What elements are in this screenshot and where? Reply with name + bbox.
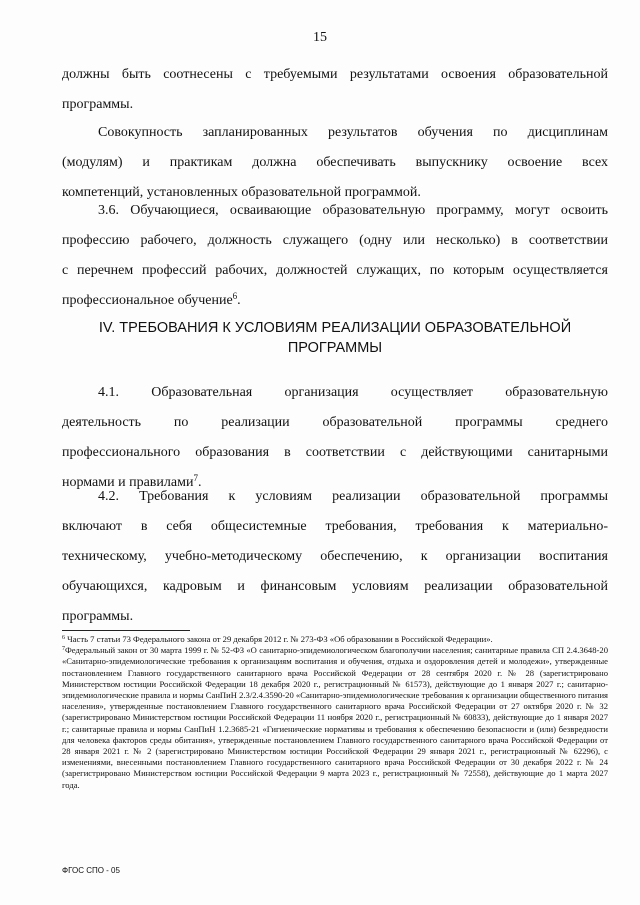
- heading-line: ПРОГРАММЫ: [287, 340, 383, 356]
- text-line: Совокупность запланированных результатов обучения по дисциплинам: [98, 125, 608, 140]
- text-line: компетенций, установленных образовательной программой.: [62, 185, 421, 200]
- footnote-ref-6: 6: [232, 291, 238, 301]
- footnote-text: Часть 7 статьи 73 Федерального закона от 29 декабря 2012 г. № 273-ФЗ «Об образовании в Российской Федерации».: [65, 634, 493, 644]
- text-line: с перечнем профессий рабочих, должностей служащих, по которым осуществляется: [62, 263, 608, 278]
- text-line: техническому, учебно-методическому обеспечению, к организации воспитания: [62, 549, 608, 564]
- text-line: 4.1. Образовательная организация осуществляет образовательную: [98, 385, 608, 400]
- text-line: программы.: [62, 609, 134, 624]
- text-line: 4.2. Требования к условиям реализации образовательной программы: [98, 489, 608, 504]
- footnotes: [62, 634, 608, 791]
- footnote-ref-7: 7: [193, 473, 198, 483]
- text-line: обучающихся, кадровым и финансовым условиям реализации образовательной: [62, 579, 608, 594]
- footnote-7: [62, 645, 608, 791]
- paragraph-3-6: [62, 196, 608, 316]
- text-line: профессию рабочего, должность служащего (одну или несколько) в соответствии: [62, 233, 608, 248]
- text-fragment: .: [197, 475, 202, 490]
- text-fragment: .: [237, 293, 241, 308]
- footnote-marker: 6: [62, 635, 65, 641]
- text-line: [62, 286, 608, 316]
- text-line: включают в себя общесистемные требования, требования к материально-: [62, 519, 608, 534]
- paragraph-4-2: [62, 482, 608, 632]
- footnote-separator: [62, 630, 190, 631]
- text-line: должны быть соотнесены с требуемыми результатами освоения образовательной: [62, 67, 608, 82]
- text-fragment: нормами и правилами: [62, 475, 194, 490]
- text-line: деятельность по реализации образовательной программы среднего: [62, 415, 608, 430]
- page-number: 15: [313, 30, 327, 45]
- footnote-marker: 7: [62, 646, 65, 653]
- text-fragment: профессиональное обучение: [62, 293, 233, 308]
- intro-continuation: [62, 60, 608, 120]
- text-line: (модулям) и практикам должна обеспечивать выпускнику освоение всех: [62, 155, 608, 170]
- text-line: 3.6. Обучающиеся, осваивающие образовательную программу, могут освоить: [98, 203, 608, 218]
- heading-line: IV. ТРЕБОВАНИЯ К УСЛОВИЯМ РЕАЛИЗАЦИИ ОБРАЗОВАТЕЛЬНОЙ: [98, 320, 572, 336]
- footer-code: ФГОС СПО - 05: [62, 866, 120, 875]
- text-line: профессионального образования в соответствии с действующими санитарными: [62, 445, 608, 460]
- paragraph-4-1: [62, 378, 608, 498]
- paragraph-total-results: [62, 118, 608, 208]
- text-line: программы.: [62, 97, 134, 112]
- section-heading: [80, 318, 590, 358]
- footnote-text: Федеральный закон от 30 марта 1999 г. № 52-ФЗ «О санитарно-эпидемиологическом благополучии населения; санитарные правила СП 2.4.3648-20 «Санитарно-эпидемиологические требования к организациям воспитания и обучения, отдыха и оздоровления детей и молодежи», утвержденные постановлением Главного государственного санитарного врача Российской Федерации от 28 сентября 2020 г. № 28 (зарегистрировано Министерством юстиции Российской Федерации 18 декабря 2020 г., регистрационный № 61573), действующие до 1 января 2027 г.; санитарно-эпидемиологические правила и нормы СанПиН 2.3/2.4.3590-20 «Санитарно-эпидемиологические требования к организации общественного питания населения», утвержденные постановлением Главного государственного санитарного врача Российской Федерации от 27 октября 2020 г. № 32 (зарегистрировано Министерством юстиции Российской Федерации 11 ноября 2020 г., регистрационный № 60833), действующие до 1 января 2027 г.; санитарные правила и нормы СанПиН 1.2.3685-21 «Гигиенические нормативы и требования к обеспечению безопасности и (или) безвредности для человека факторов среды обитания», утвержденные постановлением Главного государственного санитарного врача Российской Федерации от 28 января 2021 г. № 2 (зарегистрировано Министерством юстиции Российской Федерации 29 января 2021 г., регистрационный № 62296), с изменениями, внесенными постановлением Главного государственного санитарного врача Российской Федерации от 30 декабря 2022 г. № 24 (зарегистрировано Министерством юстиции Российской Федерации 9 марта 2023 г., регистрационный № 72558), действующие до 1 марта 2027 года.: [62, 645, 608, 790]
- footnote-6: [62, 634, 608, 645]
